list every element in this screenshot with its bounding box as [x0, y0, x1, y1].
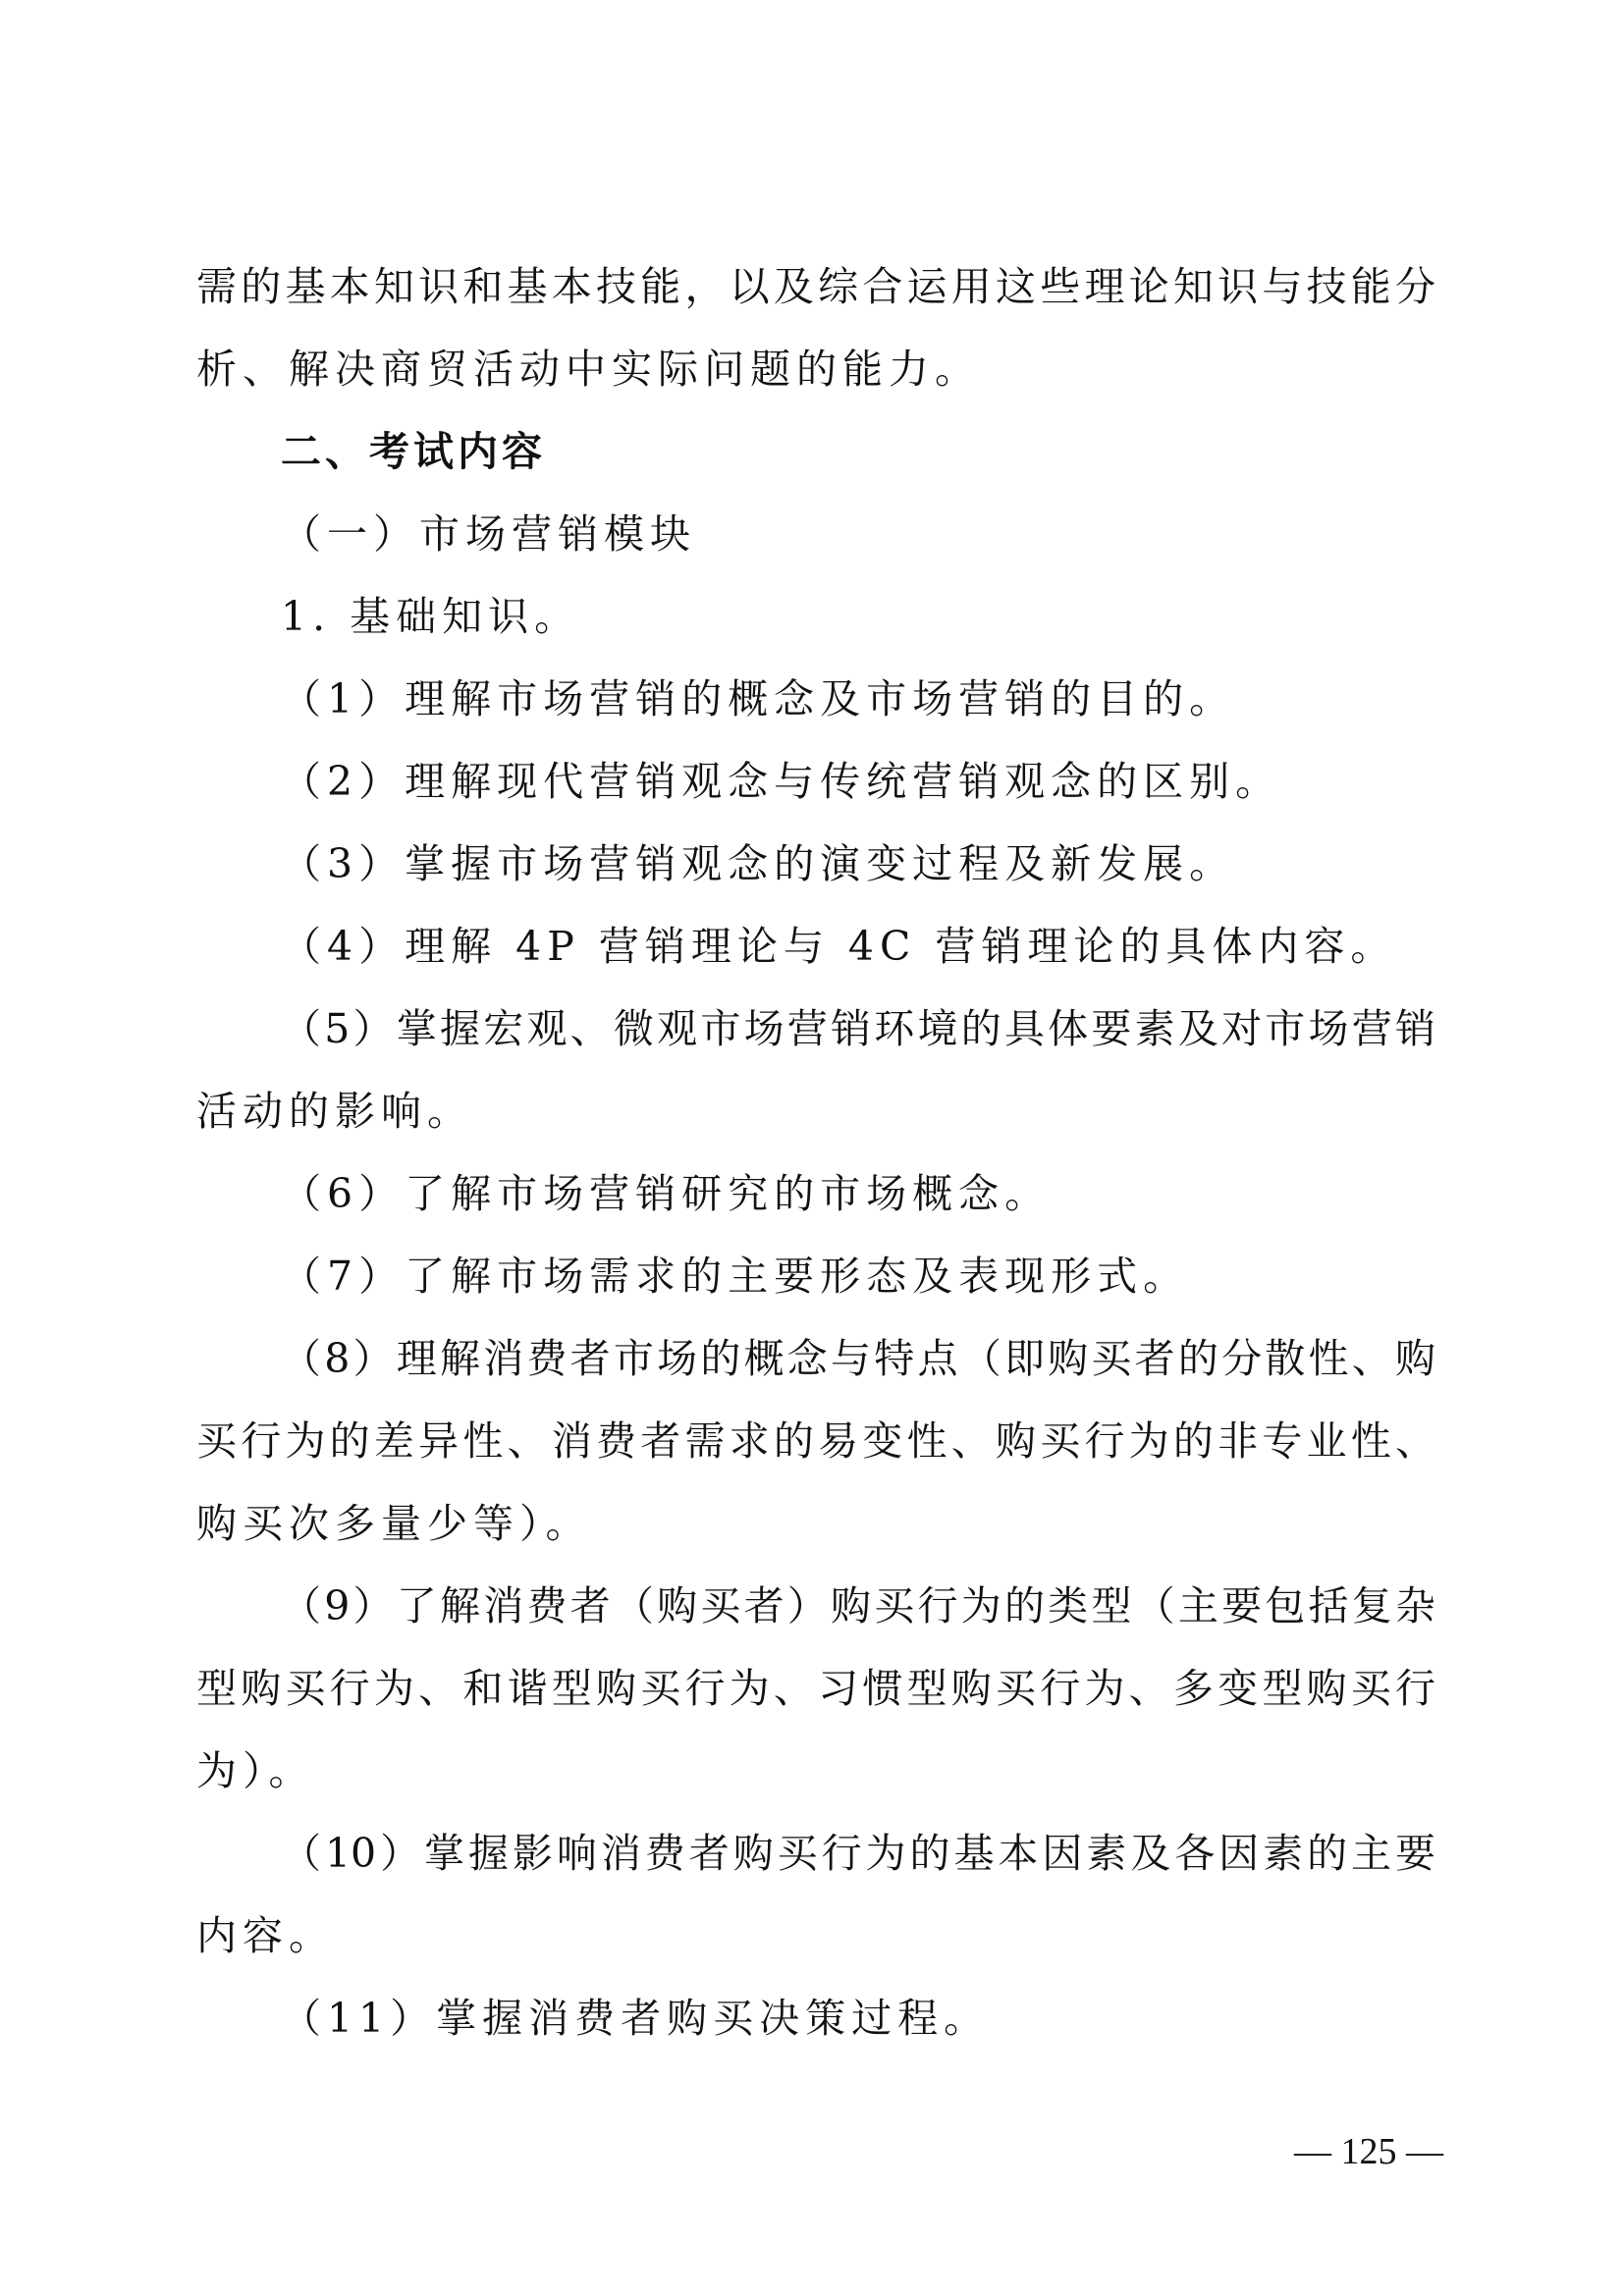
list-item: （2）理解现代营销观念与传统营销观念的区别。	[281, 758, 1282, 805]
list-item: （9）了解消费者（购买者）购买行为的类型（主要包括复杂	[281, 1582, 1435, 1629]
list-item: （3）掌握市场营销观念的演变过程及新发展。	[281, 840, 1236, 887]
list-item: （10）掌握影响消费者购买行为的基本因素及各因素的主要	[281, 1830, 1435, 1877]
list-item-continuation: 型购买行为、和谐型购买行为、习惯型购买行为、多变型购买行	[196, 1665, 1435, 1712]
paragraph-line-intro-2: 析、解决商贸活动中实际问题的能力。	[196, 346, 981, 393]
list-item: （5）掌握宏观、微观市场营销环境的具体要素及对市场营销	[281, 1005, 1435, 1052]
list-item: （7）了解市场需求的主要形态及表现形式。	[281, 1253, 1190, 1300]
list-item: （8）理解消费者市场的概念与特点（即购买者的分散性、购	[281, 1335, 1435, 1382]
list-item-continuation: 内容。	[196, 1912, 335, 1959]
list-item-continuation: 买行为的差异性、消费者需求的易变性、购买行为的非专业性、	[196, 1417, 1435, 1465]
list-item-continuation: 为）。	[196, 1747, 315, 1794]
paragraph-line-intro-1: 需的基本知识和基本技能，以及综合运用这些理论知识与技能分	[196, 263, 1435, 310]
list-item: （4）理解 4P 营销理论与 4C 营销理论的具体内容。	[281, 923, 1397, 970]
list-item: （6）了解市场营销研究的市场概念。	[281, 1170, 1052, 1217]
list-item: （1）理解市场营销的概念及市场营销的目的。	[281, 675, 1236, 722]
subsection-heading: （一）市场营销模块	[281, 510, 696, 558]
list-item-continuation: 活动的影响。	[196, 1088, 473, 1135]
item-heading: 1. 基础知识。	[281, 593, 581, 640]
page-body	[196, 245, 1435, 2059]
section-heading: 二、考试内容	[281, 428, 546, 475]
page-number: — 125 —	[1294, 2131, 1443, 2172]
list-item: （11）掌握消费者购买决策过程。	[281, 1995, 991, 2042]
list-item-continuation: 购买次多量少等）。	[196, 1500, 592, 1547]
